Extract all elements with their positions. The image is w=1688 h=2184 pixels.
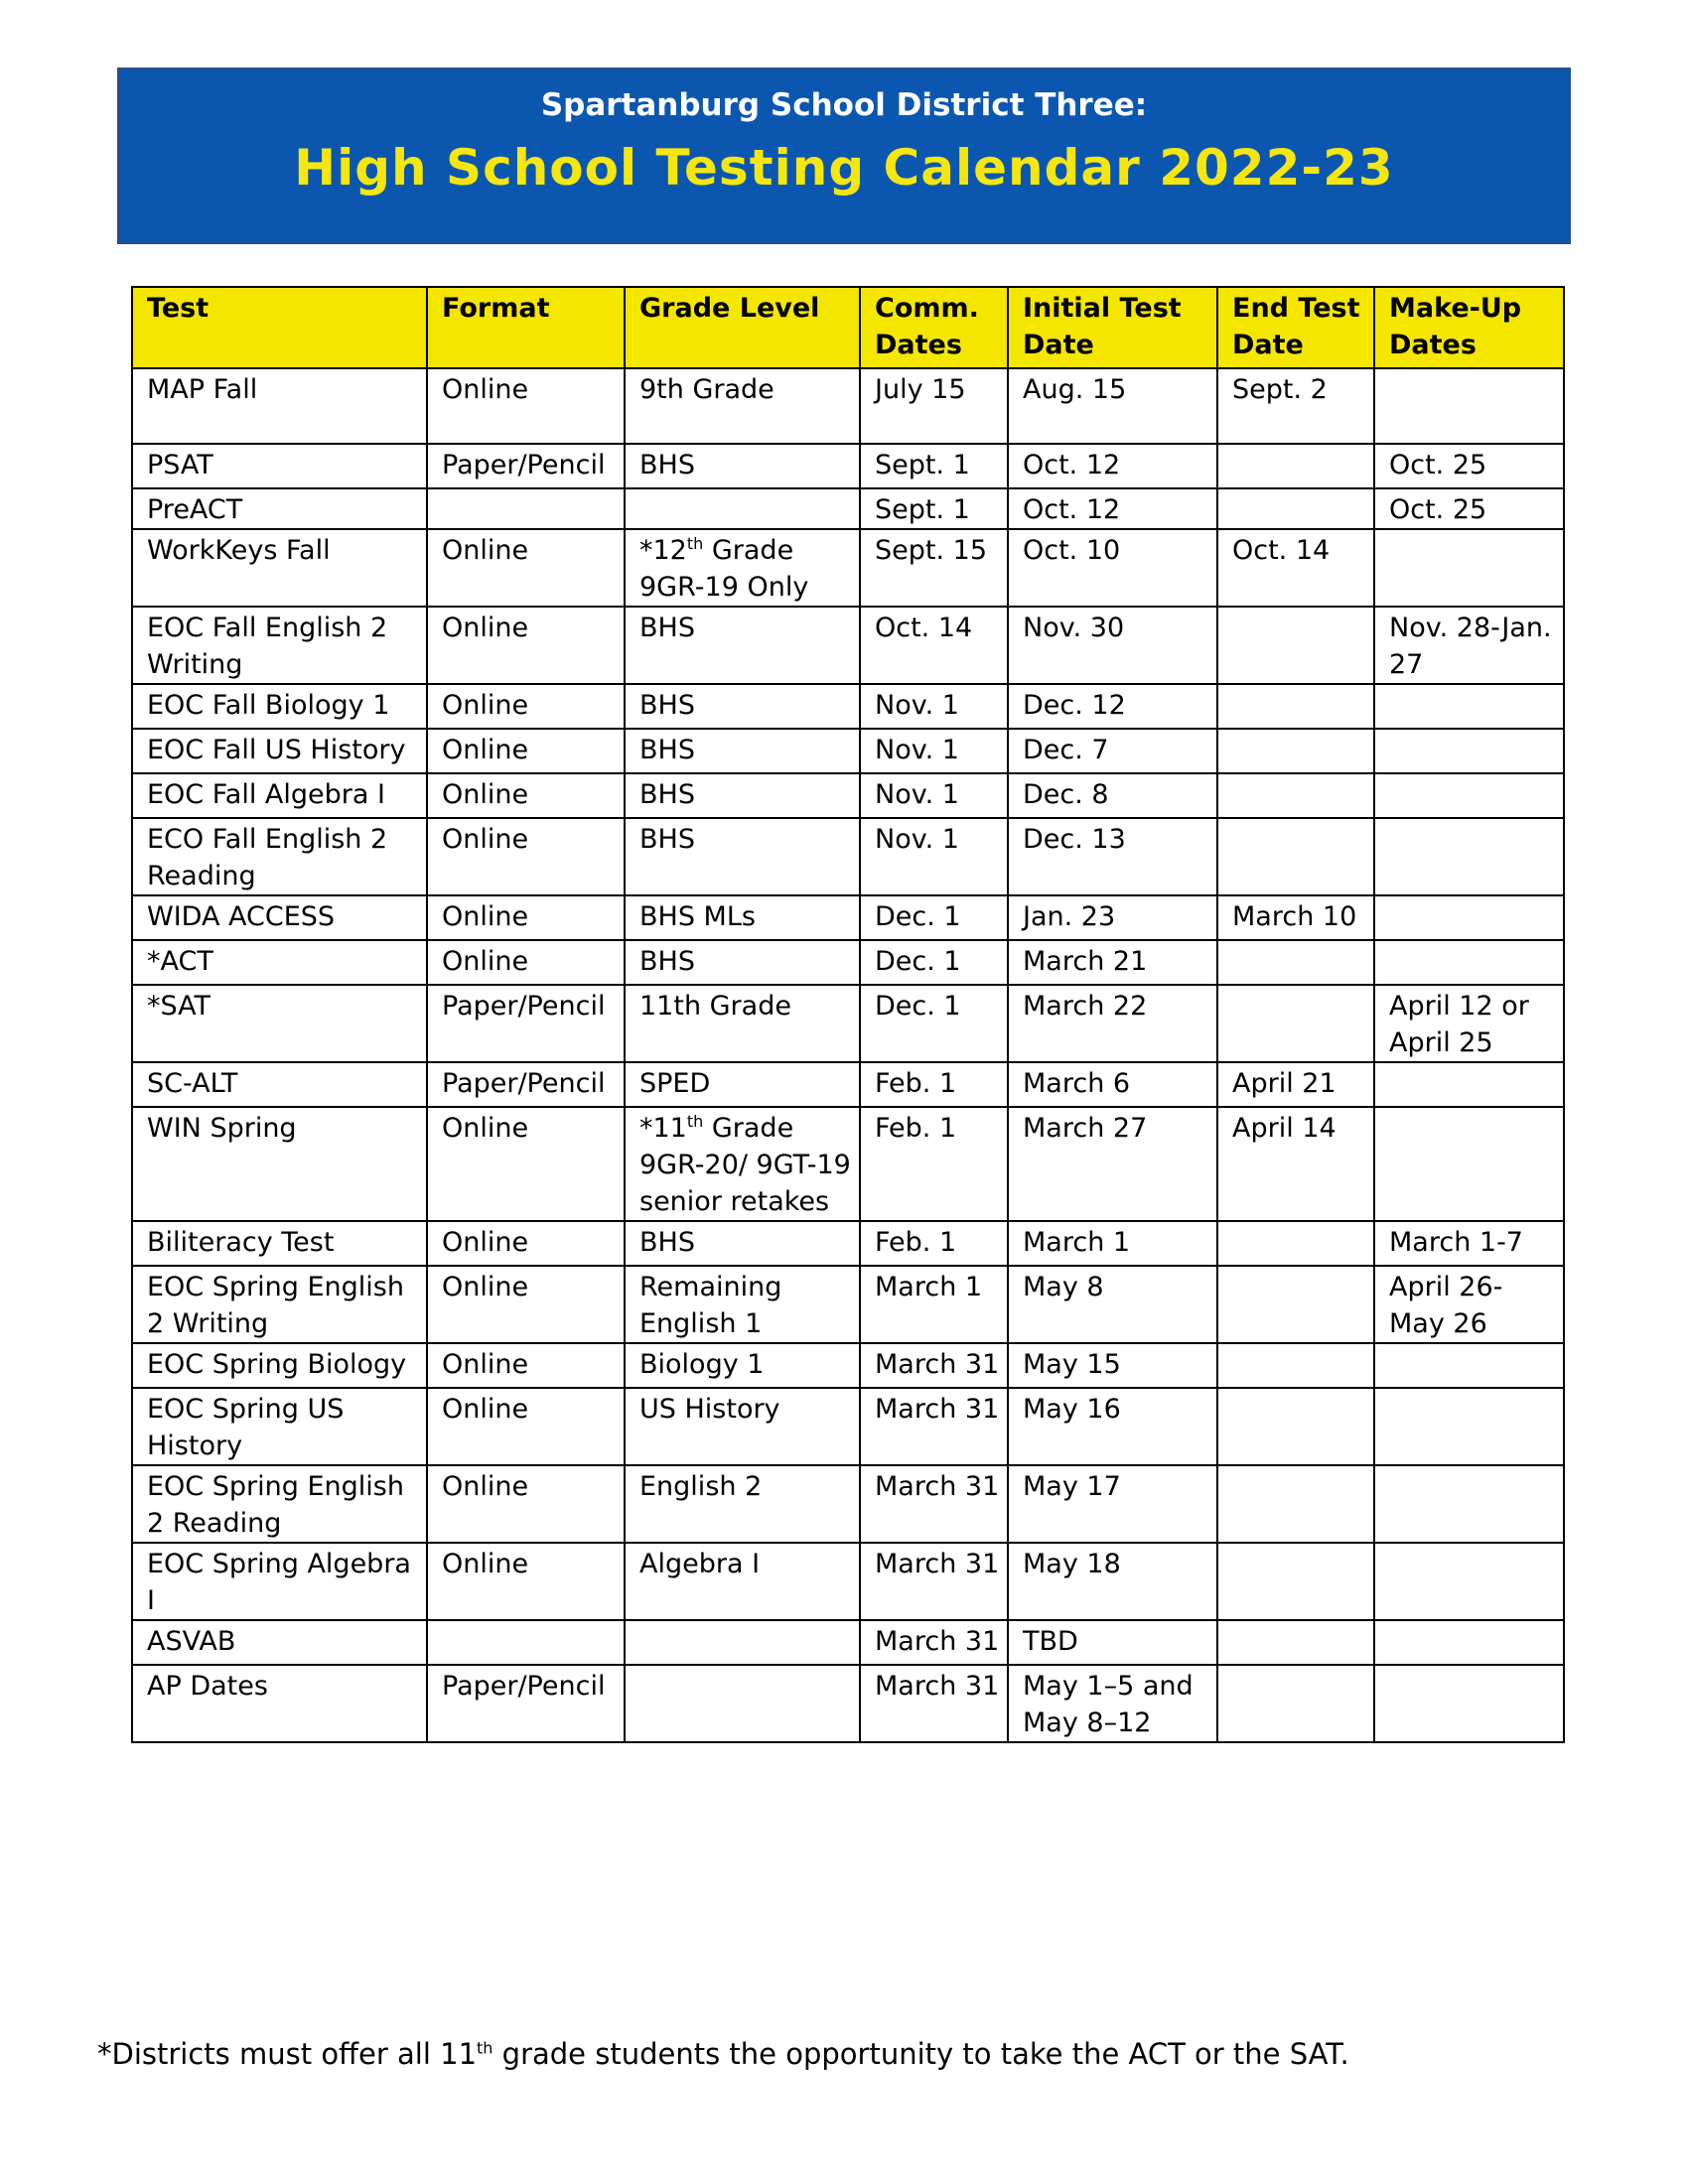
cell-makeup: Nov. 28-Jan. 27 [1374, 607, 1564, 684]
cell-comm: Nov. 1 [860, 729, 1008, 773]
cell-end [1217, 1543, 1374, 1620]
table-row [132, 773, 1564, 818]
cell-makeup [1374, 1465, 1564, 1543]
cell-format: Online [427, 1343, 625, 1388]
cell-test: EOC Spring English 2 Reading [132, 1465, 427, 1543]
table-row [132, 729, 1564, 773]
cell-comm: March 31 [860, 1465, 1008, 1543]
cell-comm: Feb. 1 [860, 1062, 1008, 1107]
cell-makeup [1374, 368, 1564, 444]
cell-grade: Biology 1 [625, 1343, 860, 1388]
cell-makeup: Oct. 25 [1374, 444, 1564, 488]
table-row [132, 1665, 1564, 1742]
cell-initial: TBD [1008, 1620, 1217, 1665]
cell-test: EOC Fall US History [132, 729, 427, 773]
cell-test: EOC Spring Biology [132, 1343, 427, 1388]
cell-grade [625, 1620, 860, 1665]
table-row [132, 1221, 1564, 1266]
footnote-text: grade students the opportunity to take the ACT or the SAT. [492, 2037, 1349, 2071]
cell-end [1217, 1266, 1374, 1343]
header-initial-test-date: Initial Test Date [1008, 287, 1217, 368]
cell-format [427, 1620, 625, 1665]
header-make-up-dates: Make-Up Dates [1374, 287, 1564, 368]
footnote [97, 2037, 1349, 2071]
cell-grade: Remaining English 1 [625, 1266, 860, 1343]
cell-grade [625, 529, 860, 607]
cell-grade: BHS [625, 940, 860, 985]
cell-comm: March 31 [860, 1620, 1008, 1665]
cell-format: Online [427, 773, 625, 818]
cell-comm: Sept. 1 [860, 488, 1008, 529]
ordinal-suffix: th [686, 534, 704, 553]
cell-makeup [1374, 1062, 1564, 1107]
cell-comm: Nov. 1 [860, 818, 1008, 895]
cell-comm: March 31 [860, 1543, 1008, 1620]
grade-detail: 9GR-19 Only [639, 572, 809, 603]
cell-comm: March 31 [860, 1343, 1008, 1388]
cell-test: *ACT [132, 940, 427, 985]
cell-initial: Oct. 12 [1008, 444, 1217, 488]
cell-grade: BHS [625, 444, 860, 488]
cell-grade: US History [625, 1388, 860, 1465]
cell-makeup [1374, 1543, 1564, 1620]
cell-comm: Sept. 15 [860, 529, 1008, 607]
cell-initial: March 27 [1008, 1107, 1217, 1221]
cell-comm: Sept. 1 [860, 444, 1008, 488]
cell-initial: Aug. 15 [1008, 368, 1217, 444]
table-row [132, 985, 1564, 1062]
cell-test: EOC Fall English 2 Writing [132, 607, 427, 684]
cell-grade: BHS [625, 729, 860, 773]
cell-grade: BHS [625, 684, 860, 729]
cell-end [1217, 1388, 1374, 1465]
cell-end [1217, 818, 1374, 895]
cell-initial: May 18 [1008, 1543, 1217, 1620]
cell-test: EOC Fall Algebra I [132, 773, 427, 818]
cell-end [1217, 1620, 1374, 1665]
cell-makeup [1374, 1620, 1564, 1665]
ordinal-suffix: th [477, 2038, 493, 2058]
cell-end [1217, 985, 1374, 1062]
cell-initial: Nov. 30 [1008, 607, 1217, 684]
cell-makeup [1374, 1343, 1564, 1388]
cell-initial: Dec. 7 [1008, 729, 1217, 773]
testing-calendar-table [131, 286, 1565, 1743]
cell-initial: Dec. 12 [1008, 684, 1217, 729]
cell-makeup: Oct. 25 [1374, 488, 1564, 529]
cell-makeup: April 26-May 26 [1374, 1266, 1564, 1343]
cell-grade: 11th Grade [625, 985, 860, 1062]
cell-makeup [1374, 818, 1564, 895]
cell-test: EOC Spring English 2 Writing [132, 1266, 427, 1343]
cell-end: Oct. 14 [1217, 529, 1374, 607]
cell-end [1217, 940, 1374, 985]
cell-test: AP Dates [132, 1665, 427, 1742]
table-row [132, 1465, 1564, 1543]
cell-initial: Oct. 12 [1008, 488, 1217, 529]
cell-initial: March 1 [1008, 1221, 1217, 1266]
cell-makeup [1374, 1665, 1564, 1742]
cell-test: EOC Fall Biology 1 [132, 684, 427, 729]
cell-format: Online [427, 1388, 625, 1465]
cell-format: Online [427, 1465, 625, 1543]
table-row [132, 444, 1564, 488]
cell-initial: May 17 [1008, 1465, 1217, 1543]
cell-initial: Jan. 23 [1008, 895, 1217, 940]
table-row [132, 818, 1564, 895]
cell-initial: May 8 [1008, 1266, 1217, 1343]
table-row [132, 895, 1564, 940]
cell-format: Online [427, 368, 625, 444]
cell-initial: March 22 [1008, 985, 1217, 1062]
cell-end [1217, 444, 1374, 488]
table-row [132, 1388, 1564, 1465]
header-end-test-date: End Test Date [1217, 287, 1374, 368]
cell-format: Online [427, 818, 625, 895]
cell-grade [625, 1665, 860, 1742]
cell-end: April 14 [1217, 1107, 1374, 1221]
cell-format: Online [427, 1221, 625, 1266]
cell-comm: March 1 [860, 1266, 1008, 1343]
table-row [132, 1266, 1564, 1343]
page-title: High School Testing Calendar 2022-23 [294, 139, 1394, 197]
cell-comm: July 15 [860, 368, 1008, 444]
cell-format: Online [427, 1543, 625, 1620]
grade-detail: 9GR-20/ 9GT-19 senior retakes [639, 1150, 851, 1217]
table-row [132, 940, 1564, 985]
cell-format: Online [427, 895, 625, 940]
table-row [132, 368, 1564, 444]
cell-initial: March 6 [1008, 1062, 1217, 1107]
cell-format: Online [427, 940, 625, 985]
cell-makeup [1374, 729, 1564, 773]
footnote-text: *Districts must offer all 11 [97, 2037, 478, 2071]
cell-test: PSAT [132, 444, 427, 488]
cell-format [427, 488, 625, 529]
cell-format: Paper/Pencil [427, 1665, 625, 1742]
header-grade-level: Grade Level [625, 287, 860, 368]
cell-comm: Feb. 1 [860, 1107, 1008, 1221]
cell-format: Online [427, 729, 625, 773]
cell-comm: Dec. 1 [860, 940, 1008, 985]
cell-makeup [1374, 1107, 1564, 1221]
cell-initial: March 21 [1008, 940, 1217, 985]
district-name: Spartanburg School District Three: [540, 87, 1148, 123]
table-row [132, 488, 1564, 529]
cell-makeup [1374, 773, 1564, 818]
cell-comm: March 31 [860, 1665, 1008, 1742]
cell-makeup [1374, 1388, 1564, 1465]
cell-grade: SPED [625, 1062, 860, 1107]
table-row [132, 1343, 1564, 1388]
cell-end [1217, 773, 1374, 818]
cell-grade: BHS [625, 773, 860, 818]
cell-initial: Oct. 10 [1008, 529, 1217, 607]
cell-test: *SAT [132, 985, 427, 1062]
cell-makeup: March 1-7 [1374, 1221, 1564, 1266]
cell-grade: BHS [625, 1221, 860, 1266]
table-row [132, 1107, 1564, 1221]
cell-test: PreACT [132, 488, 427, 529]
cell-grade: Algebra I [625, 1543, 860, 1620]
cell-comm: Oct. 14 [860, 607, 1008, 684]
cell-comm: Dec. 1 [860, 895, 1008, 940]
cell-initial: Dec. 13 [1008, 818, 1217, 895]
cell-format: Paper/Pencil [427, 985, 625, 1062]
cell-end: April 21 [1217, 1062, 1374, 1107]
cell-grade: BHS [625, 818, 860, 895]
cell-initial: May 16 [1008, 1388, 1217, 1465]
cell-makeup [1374, 529, 1564, 607]
cell-test: ECO Fall English 2 Reading [132, 818, 427, 895]
cell-test: Biliteracy Test [132, 1221, 427, 1266]
cell-end [1217, 607, 1374, 684]
table-row [132, 1620, 1564, 1665]
cell-test: WIN Spring [132, 1107, 427, 1221]
cell-comm: Nov. 1 [860, 684, 1008, 729]
cell-makeup [1374, 684, 1564, 729]
cell-grade: English 2 [625, 1465, 860, 1543]
cell-test: EOC Spring US History [132, 1388, 427, 1465]
cell-test: WIDA ACCESS [132, 895, 427, 940]
header-test: Test [132, 287, 427, 368]
cell-end [1217, 1465, 1374, 1543]
cell-format: Online [427, 529, 625, 607]
table-row [132, 529, 1564, 607]
cell-grade: BHS [625, 607, 860, 684]
header-format: Format [427, 287, 625, 368]
title-banner [117, 68, 1571, 244]
cell-test: ASVAB [132, 1620, 427, 1665]
cell-initial: May 1–5 and May 8–12 [1008, 1665, 1217, 1742]
cell-format: Online [427, 1107, 625, 1221]
cell-format: Online [427, 684, 625, 729]
cell-makeup: April 12 or April 25 [1374, 985, 1564, 1062]
cell-grade: 9th Grade [625, 368, 860, 444]
cell-initial: Dec. 8 [1008, 773, 1217, 818]
cell-format: Paper/Pencil [427, 444, 625, 488]
cell-makeup [1374, 895, 1564, 940]
cell-test: SC-ALT [132, 1062, 427, 1107]
ordinal-suffix: th [686, 1112, 704, 1131]
cell-test: WorkKeys Fall [132, 529, 427, 607]
cell-grade: BHS MLs [625, 895, 860, 940]
table-row [132, 607, 1564, 684]
cell-makeup [1374, 940, 1564, 985]
cell-end: March 10 [1217, 895, 1374, 940]
header-comm-dates: Comm. Dates [860, 287, 1008, 368]
cell-end [1217, 1343, 1374, 1388]
grade-text: Grade [703, 535, 794, 566]
cell-format: Paper/Pencil [427, 1062, 625, 1107]
cell-end [1217, 1665, 1374, 1742]
grade-text: *11 [639, 1113, 687, 1144]
grade-text: Grade [703, 1113, 794, 1144]
cell-comm: March 31 [860, 1388, 1008, 1465]
cell-comm: Dec. 1 [860, 985, 1008, 1062]
cell-initial: May 15 [1008, 1343, 1217, 1388]
cell-end [1217, 729, 1374, 773]
cell-grade [625, 1107, 860, 1221]
cell-end: Sept. 2 [1217, 368, 1374, 444]
table-row [132, 1062, 1564, 1107]
table-row [132, 1543, 1564, 1620]
cell-test: EOC Spring Algebra I [132, 1543, 427, 1620]
cell-comm: Nov. 1 [860, 773, 1008, 818]
table-row [132, 684, 1564, 729]
header-row [132, 287, 1564, 368]
cell-format: Online [427, 1266, 625, 1343]
cell-end [1217, 1221, 1374, 1266]
cell-end [1217, 684, 1374, 729]
grade-text: *12 [639, 535, 687, 566]
cell-test: MAP Fall [132, 368, 427, 444]
cell-end [1217, 488, 1374, 529]
cell-format: Online [427, 607, 625, 684]
cell-comm: Feb. 1 [860, 1221, 1008, 1266]
cell-grade [625, 488, 860, 529]
